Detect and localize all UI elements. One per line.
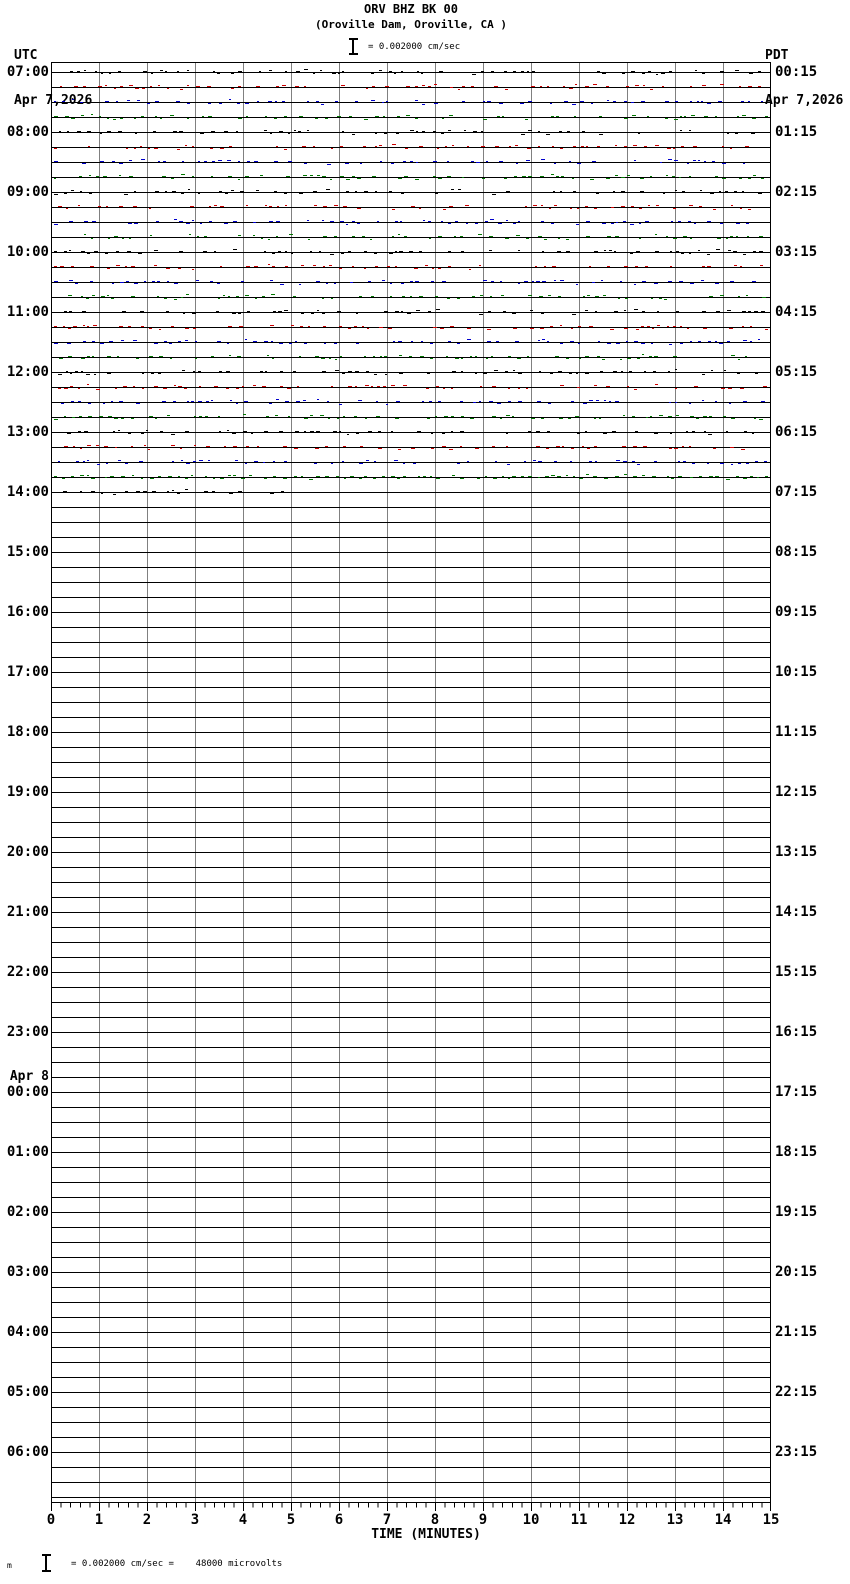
footer-marker: m <box>7 1561 12 1570</box>
utc-hour-label: 20:00 <box>6 844 49 860</box>
helicorder-plot <box>51 62 771 1514</box>
axis-tick-label: 1 <box>94 1512 104 1528</box>
pdt-hour-label: 11:15 <box>775 724 818 740</box>
footer-scale-bar-icon <box>42 1554 51 1572</box>
pdt-hour-label: 15:15 <box>775 964 818 980</box>
date-rollover-label: Apr 8 <box>9 1069 49 1084</box>
utc-hour-label: 06:00 <box>6 1444 49 1460</box>
pdt-hour-label: 00:15 <box>775 64 818 80</box>
pdt-hour-label: 07:15 <box>775 484 818 500</box>
utc-hour-label: 08:00 <box>6 124 49 140</box>
axis-tick-label: 6 <box>334 1512 344 1528</box>
header-scale-text: = 0.002000 cm/sec <box>368 42 461 52</box>
utc-timezone-label: UTC <box>14 48 38 63</box>
utc-hour-label: 04:00 <box>6 1324 49 1340</box>
axis-tick-label: 9 <box>478 1512 488 1528</box>
utc-hour-label: 03:00 <box>6 1264 49 1280</box>
utc-hour-label: 22:00 <box>6 964 49 980</box>
axis-tick-label: 2 <box>142 1512 152 1528</box>
scale-bar-icon <box>349 38 358 55</box>
utc-hour-label: 00:00 <box>6 1084 49 1100</box>
utc-hour-label: 14:00 <box>6 484 49 500</box>
axis-tick-label: 11 <box>570 1512 588 1528</box>
axis-tick-label: 10 <box>522 1512 540 1528</box>
axis-tick-label: 15 <box>762 1512 780 1528</box>
axis-tick-label: 7 <box>382 1512 392 1528</box>
pdt-hour-label: 03:15 <box>775 244 818 260</box>
axis-tick-label: 8 <box>430 1512 440 1528</box>
pdt-hour-label: 22:15 <box>775 1384 818 1400</box>
utc-start-date: Apr 7,2026 <box>14 93 93 108</box>
utc-hour-label: 23:00 <box>6 1024 49 1040</box>
pdt-hour-label: 06:15 <box>775 424 818 440</box>
footer-scale-text: = 0.002000 cm/sec = 48000 microvolts <box>71 1559 283 1569</box>
utc-hour-label: 17:00 <box>6 664 49 680</box>
pdt-hour-label: 10:15 <box>775 664 818 680</box>
axis-tick-label: 14 <box>714 1512 732 1528</box>
page-title: ORV BHZ BK 00 <box>364 2 458 16</box>
utc-hour-label: 13:00 <box>6 424 49 440</box>
axis-tick-label: 13 <box>666 1512 684 1528</box>
utc-hour-label: 05:00 <box>6 1384 49 1400</box>
axis-tick-label: 3 <box>190 1512 200 1528</box>
axis-tick-label: 0 <box>46 1512 56 1528</box>
axis-tick-label: 12 <box>618 1512 636 1528</box>
utc-hour-label: 09:00 <box>6 184 49 200</box>
axis-tick-label: 4 <box>238 1512 248 1528</box>
pdt-hour-label: 02:15 <box>775 184 818 200</box>
time-axis-label: TIME (MINUTES) <box>371 1527 481 1542</box>
station-subtitle: (Oroville Dam, Oroville, CA ) <box>314 18 508 31</box>
utc-hour-label: 19:00 <box>6 784 49 800</box>
pdt-hour-label: 13:15 <box>775 844 818 860</box>
pdt-hour-label: 21:15 <box>775 1324 818 1340</box>
pdt-hour-label: 20:15 <box>775 1264 818 1280</box>
pdt-hour-label: 23:15 <box>775 1444 818 1460</box>
pdt-start-date: Apr 7,2026 <box>765 93 844 108</box>
utc-hour-label: 15:00 <box>6 544 49 560</box>
pdt-hour-label: 12:15 <box>775 784 818 800</box>
utc-hour-label: 10:00 <box>6 244 49 260</box>
pdt-hour-label: 17:15 <box>775 1084 818 1100</box>
utc-hour-label: 01:00 <box>6 1144 49 1160</box>
utc-hour-label: 07:00 <box>6 64 49 80</box>
pdt-hour-label: 05:15 <box>775 364 818 380</box>
utc-hour-label: 21:00 <box>6 904 49 920</box>
utc-hour-label: 18:00 <box>6 724 49 740</box>
utc-hour-label: 12:00 <box>6 364 49 380</box>
utc-hour-label: 16:00 <box>6 604 49 620</box>
pdt-hour-label: 14:15 <box>775 904 818 920</box>
pdt-timezone-label: PDT <box>765 48 789 63</box>
utc-hour-label: 11:00 <box>6 304 49 320</box>
pdt-hour-label: 18:15 <box>775 1144 818 1160</box>
pdt-hour-label: 04:15 <box>775 304 818 320</box>
pdt-hour-label: 01:15 <box>775 124 818 140</box>
pdt-hour-label: 19:15 <box>775 1204 818 1220</box>
utc-hour-label: 02:00 <box>6 1204 49 1220</box>
pdt-hour-label: 16:15 <box>775 1024 818 1040</box>
axis-tick-label: 5 <box>286 1512 296 1528</box>
pdt-hour-label: 08:15 <box>775 544 818 560</box>
pdt-hour-label: 09:15 <box>775 604 818 620</box>
